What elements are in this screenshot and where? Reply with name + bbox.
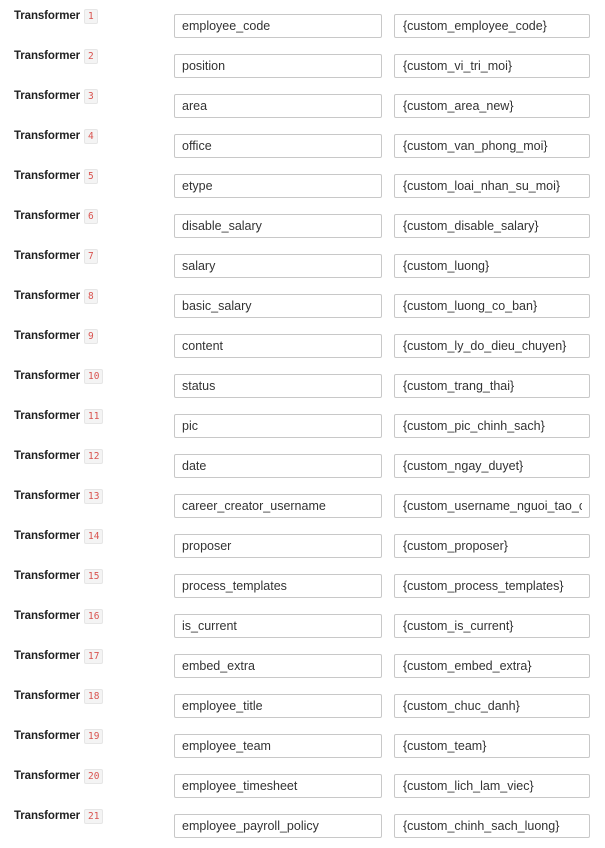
transformer-row (0, 608, 605, 648)
source-field-input[interactable] (174, 694, 382, 718)
transformer-index-badge: 10 (84, 369, 103, 384)
source-field-input[interactable] (174, 254, 382, 278)
source-field-input[interactable] (174, 374, 382, 398)
custom-field-input[interactable] (394, 494, 590, 518)
transformer-index-badge: 5 (84, 169, 98, 184)
custom-field-input[interactable] (394, 294, 590, 318)
transformer-index-badge: 15 (84, 569, 103, 584)
transformer-label (14, 328, 98, 344)
custom-field-input[interactable] (394, 814, 590, 838)
transformer-label-text: Transformer (14, 90, 81, 102)
custom-field-input[interactable] (394, 254, 590, 278)
transformer-label (14, 728, 103, 744)
custom-field-input[interactable] (394, 694, 590, 718)
transformer-label (14, 408, 103, 424)
transformer-index-badge: 21 (84, 809, 103, 824)
custom-field-input[interactable] (394, 94, 590, 118)
custom-field-input[interactable] (394, 334, 590, 358)
transformer-index-badge: 17 (84, 649, 103, 664)
source-field-input[interactable] (174, 214, 382, 238)
transformer-label (14, 448, 103, 464)
transformer-index-badge: 8 (84, 289, 98, 304)
transformer-label (14, 208, 98, 224)
transformer-index-badge: 9 (84, 329, 98, 344)
transformer-index-badge: 6 (84, 209, 98, 224)
transformer-label-text: Transformer (14, 330, 81, 342)
transformer-label (14, 608, 103, 624)
source-field-input[interactable] (174, 174, 382, 198)
transformer-label-text: Transformer (14, 130, 81, 142)
transformer-index-badge: 7 (84, 249, 98, 264)
transformer-index-badge: 3 (84, 89, 98, 104)
transformer-row (0, 368, 605, 408)
transformer-label-text: Transformer (14, 210, 81, 222)
transformer-label-text: Transformer (14, 370, 81, 382)
source-field-input[interactable] (174, 614, 382, 638)
source-field-input[interactable] (174, 134, 382, 158)
source-field-input[interactable] (174, 734, 382, 758)
transformer-row (0, 808, 605, 848)
transformer-label (14, 168, 98, 184)
transformer-index-badge: 20 (84, 769, 103, 784)
transformer-label (14, 528, 103, 544)
source-field-input[interactable] (174, 14, 382, 38)
source-field-input[interactable] (174, 94, 382, 118)
transformer-label (14, 688, 103, 704)
source-field-input[interactable] (174, 54, 382, 78)
transformer-label-text: Transformer (14, 290, 81, 302)
transformer-row (0, 88, 605, 128)
transformer-row (0, 448, 605, 488)
transformer-index-badge: 13 (84, 489, 103, 504)
transformer-index-badge: 11 (84, 409, 103, 424)
transformer-row (0, 288, 605, 328)
transformer-label-text: Transformer (14, 250, 81, 262)
source-field-input[interactable] (174, 654, 382, 678)
source-field-input[interactable] (174, 574, 382, 598)
transformer-label-text: Transformer (14, 650, 81, 662)
transformer-label (14, 568, 103, 584)
transformer-index-badge: 12 (84, 449, 103, 464)
custom-field-input[interactable] (394, 414, 590, 438)
custom-field-input[interactable] (394, 14, 590, 38)
transformer-label-text: Transformer (14, 170, 81, 182)
transformer-row (0, 408, 605, 448)
transformer-row (0, 128, 605, 168)
custom-field-input[interactable] (394, 574, 590, 598)
transformer-label-text: Transformer (14, 610, 81, 622)
transformer-label (14, 288, 98, 304)
custom-field-input[interactable] (394, 134, 590, 158)
custom-field-input[interactable] (394, 174, 590, 198)
transformer-label-text: Transformer (14, 570, 81, 582)
custom-field-input[interactable] (394, 374, 590, 398)
transformer-label (14, 128, 98, 144)
transformer-row (0, 768, 605, 808)
transformer-label (14, 248, 98, 264)
transformer-label (14, 368, 103, 384)
transformer-label-text: Transformer (14, 10, 81, 22)
source-field-input[interactable] (174, 334, 382, 358)
transformer-label (14, 768, 103, 784)
transformer-label-text: Transformer (14, 730, 81, 742)
source-field-input[interactable] (174, 414, 382, 438)
source-field-input[interactable] (174, 294, 382, 318)
custom-field-input[interactable] (394, 454, 590, 478)
transformer-index-badge: 16 (84, 609, 103, 624)
transformer-label-text: Transformer (14, 450, 81, 462)
transformer-label-text: Transformer (14, 770, 81, 782)
transformer-label-text: Transformer (14, 810, 81, 822)
transformer-row (0, 488, 605, 528)
transformer-index-badge: 19 (84, 729, 103, 744)
source-field-input[interactable] (174, 814, 382, 838)
source-field-input[interactable] (174, 454, 382, 478)
transformer-row (0, 248, 605, 288)
transformer-label-text: Transformer (14, 50, 81, 62)
custom-field-input[interactable] (394, 654, 590, 678)
transformer-row (0, 208, 605, 248)
transformer-index-badge: 14 (84, 529, 103, 544)
transformer-label (14, 88, 98, 104)
transformer-label-text: Transformer (14, 530, 81, 542)
transformer-label (14, 8, 98, 24)
custom-field-input[interactable] (394, 774, 590, 798)
transformer-index-badge: 2 (84, 49, 98, 64)
transformer-row (0, 528, 605, 568)
transformer-row (0, 568, 605, 608)
transformer-row (0, 328, 605, 368)
transformer-row (0, 728, 605, 768)
transformer-label (14, 648, 103, 664)
transformer-label-text: Transformer (14, 490, 81, 502)
transformer-label (14, 48, 98, 64)
custom-field-input[interactable] (394, 54, 590, 78)
custom-field-input[interactable] (394, 734, 590, 758)
transformer-row (0, 688, 605, 728)
source-field-input[interactable] (174, 774, 382, 798)
transformer-row (0, 648, 605, 688)
transformer-label-text: Transformer (14, 690, 81, 702)
transformer-index-badge: 1 (84, 9, 98, 24)
transformer-label (14, 488, 103, 504)
transformer-row (0, 48, 605, 88)
custom-field-input[interactable] (394, 614, 590, 638)
transformer-label-text: Transformer (14, 410, 81, 422)
custom-field-input[interactable] (394, 214, 590, 238)
transformer-index-badge: 4 (84, 129, 98, 144)
source-field-input[interactable] (174, 494, 382, 518)
custom-field-input[interactable] (394, 534, 590, 558)
transformer-row (0, 168, 605, 208)
transformer-row (0, 8, 605, 48)
transformer-label (14, 808, 103, 824)
source-field-input[interactable] (174, 534, 382, 558)
transformer-index-badge: 18 (84, 689, 103, 704)
